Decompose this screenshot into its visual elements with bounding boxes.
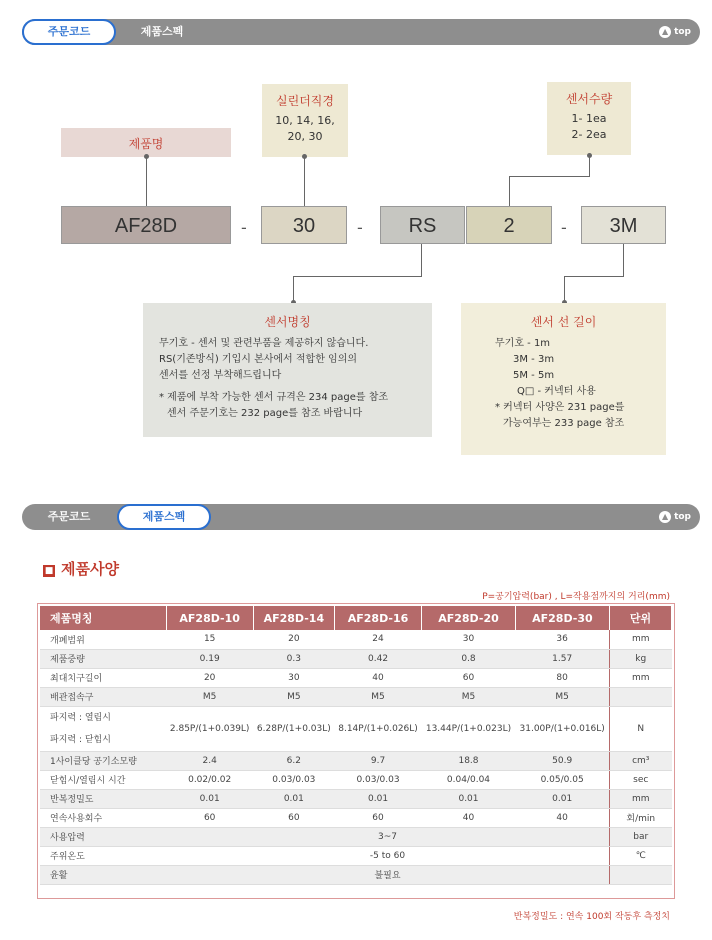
table-cell: 1.57 xyxy=(515,649,609,668)
connector-line xyxy=(293,276,294,303)
top-button[interactable]: ▲ top xyxy=(659,25,691,39)
table-cell: 60 xyxy=(422,668,516,687)
table-row xyxy=(40,827,672,846)
connector-line xyxy=(293,276,422,277)
tab-product-spec[interactable]: 제품스펙 xyxy=(117,504,211,530)
connector-dot xyxy=(302,154,307,159)
table-row xyxy=(40,751,672,770)
row-label: 최대치구길이 xyxy=(40,668,166,687)
row-label: 주위온도 xyxy=(40,846,166,865)
table-cell: 0.42 xyxy=(334,649,421,668)
connector-dot xyxy=(587,153,592,158)
sensor-name-box: 센서명칭 무기호 - 센서 및 관련부품을 제공하지 않습니다. RS(기존방식) 기입시 본사에서 적합한 임의의 센서를 선정 부착해드립니다 * 제품에 부착 가능한 센서 규격은 234 page를 참조 센서 주문기호는 232 page를 참조 바랍니다 xyxy=(143,303,432,437)
header-cell: AF28D-10 xyxy=(166,606,253,630)
table-cell: 24 xyxy=(334,630,421,649)
table-cell: 40 xyxy=(422,808,516,827)
row-label: 윤활 xyxy=(40,865,166,884)
unit-cell: mm xyxy=(610,789,672,808)
table-cell: 불필요 xyxy=(166,865,610,884)
connector-line xyxy=(146,157,147,206)
unit-cell: mm xyxy=(610,668,672,687)
connector-line xyxy=(421,244,422,276)
unit-cell: 회/min xyxy=(610,808,672,827)
header-cell: AF28D-20 xyxy=(422,606,516,630)
table-cell: 0.01 xyxy=(253,789,334,808)
header-cell: 단위 xyxy=(610,606,672,630)
table-cell: 20 xyxy=(253,630,334,649)
unit-cell: mm xyxy=(610,630,672,649)
unit-cell: sec xyxy=(610,770,672,789)
row-label: 제품중량 xyxy=(40,649,166,668)
table-cell: 2.85P/(1+0.039L) xyxy=(166,706,253,751)
row-label: 반복정밀도 xyxy=(40,789,166,808)
connector-line xyxy=(509,176,590,177)
table-cell: 40 xyxy=(334,668,421,687)
row-label: 파지력 : 열림시 파지력 : 닫힘시 xyxy=(40,706,166,751)
table-cell: 9.7 xyxy=(334,751,421,770)
table-cell: 3~7 xyxy=(166,827,610,846)
header-cell: AF28D-30 xyxy=(515,606,609,630)
code-bore: 30 xyxy=(261,206,347,244)
chevron-up-icon: ▲ xyxy=(659,511,671,523)
connector-line xyxy=(304,157,305,206)
table-cell: 0.03/0.03 xyxy=(253,770,334,789)
table-row xyxy=(40,789,672,808)
connector-line xyxy=(509,176,510,206)
table-header-row xyxy=(40,606,672,630)
unit-cell xyxy=(610,865,672,884)
table-cell: M5 xyxy=(166,687,253,706)
table-cell: 0.01 xyxy=(422,789,516,808)
header-cell: AF28D-16 xyxy=(334,606,421,630)
tab-order-code[interactable]: 주문코드 xyxy=(47,510,91,523)
table-cell: 80 xyxy=(515,668,609,687)
connector-line xyxy=(564,276,565,303)
table-cell: 0.01 xyxy=(166,789,253,808)
table-cell: 6.28P/(1+0.03L) xyxy=(253,706,334,751)
connector-line xyxy=(589,155,590,176)
table-row xyxy=(40,649,672,668)
spec-table xyxy=(40,606,672,885)
table-cell: 0.3 xyxy=(253,649,334,668)
unit-cell: bar xyxy=(610,827,672,846)
row-label: 개폐범위 xyxy=(40,630,166,649)
table-cell: 0.01 xyxy=(334,789,421,808)
row-label: 닫힘시/열림시 시간 xyxy=(40,770,166,789)
row-label: 사용압력 xyxy=(40,827,166,846)
code-sensor-type: RS xyxy=(380,206,465,244)
square-icon: ■ xyxy=(44,566,54,576)
section-title: ■ 제품사양 xyxy=(44,560,119,578)
table-row xyxy=(40,668,672,687)
dash: - xyxy=(561,218,567,237)
precision-note: 반복정밀도 : 연속 100회 작동후 측정치 xyxy=(513,912,670,922)
row-label: 연속사용회수 xyxy=(40,808,166,827)
formula-note: P=공기압력(bar) , L=작용점까지의 거리(mm) xyxy=(482,592,670,602)
table-cell: M5 xyxy=(422,687,516,706)
tab-bar-top xyxy=(22,19,700,45)
code-sensor-qty: 2 xyxy=(466,206,552,244)
spec-table-frame xyxy=(37,603,675,899)
unit-cell: ℃ xyxy=(610,846,672,865)
table-cell: 30 xyxy=(422,630,516,649)
header-cell: 제품명칭 xyxy=(40,606,166,630)
table-cell: 8.14P/(1+0.026L) xyxy=(334,706,421,751)
table-cell: M5 xyxy=(334,687,421,706)
table-row xyxy=(40,687,672,706)
top-button[interactable]: ▲ top xyxy=(659,510,691,524)
table-cell: 36 xyxy=(515,630,609,649)
table-row xyxy=(40,770,672,789)
table-row xyxy=(40,808,672,827)
dash: - xyxy=(357,218,363,237)
unit-cell: N xyxy=(610,706,672,751)
tab-order-code[interactable]: 주문코드 xyxy=(22,19,116,45)
connector-line xyxy=(623,244,624,276)
connector-line xyxy=(564,276,624,277)
table-cell: 31.00P/(1+0.016L) xyxy=(515,706,609,751)
table-cell: M5 xyxy=(515,687,609,706)
table-cell: 15 xyxy=(166,630,253,649)
table-cell: 20 xyxy=(166,668,253,687)
table-cell: 60 xyxy=(334,808,421,827)
table-cell: -5 to 60 xyxy=(166,846,610,865)
table-cell: 0.19 xyxy=(166,649,253,668)
row-label: 배관접속구 xyxy=(40,687,166,706)
product-name-label-box: 제품명 xyxy=(61,128,231,157)
header-cell: AF28D-14 xyxy=(253,606,334,630)
table-row xyxy=(40,630,672,649)
code-cable-length: 3M xyxy=(581,206,666,244)
table-cell: 0.01 xyxy=(515,789,609,808)
table-cell: 0.04/0.04 xyxy=(422,770,516,789)
table-cell: 0.8 xyxy=(422,649,516,668)
tab-product-spec[interactable]: 제품스펙 xyxy=(140,25,184,38)
table-cell: 13.44P/(1+0.023L) xyxy=(422,706,516,751)
connector-dot xyxy=(144,154,149,159)
table-cell: M5 xyxy=(253,687,334,706)
table-cell: 0.05/0.05 xyxy=(515,770,609,789)
bore-label-box: 실린더직경 10, 14, 16, 20, 30 xyxy=(262,84,348,157)
table-cell: 18.8 xyxy=(422,751,516,770)
chevron-up-icon: ▲ xyxy=(659,26,671,38)
unit-cell: cm³ xyxy=(610,751,672,770)
dash: - xyxy=(241,218,247,237)
table-cell: 30 xyxy=(253,668,334,687)
table-cell: 40 xyxy=(515,808,609,827)
table-cell: 50.9 xyxy=(515,751,609,770)
unit-cell: kg xyxy=(610,649,672,668)
sensor-qty-box: 센서수량 1- 1ea 2- 2ea xyxy=(547,82,631,155)
table-row xyxy=(40,865,672,884)
table-row xyxy=(40,706,672,751)
unit-cell xyxy=(610,687,672,706)
sensor-length-box: 센서 선 길이 무기호 - 1m 3M - 3m 5M - 5m Q□ - 커넥터 사용 * 커넥터 사양은 231 page를 가능여부는 233 page 참조 xyxy=(461,303,666,455)
table-cell: 60 xyxy=(253,808,334,827)
table-cell: 2.4 xyxy=(166,751,253,770)
tab-bar-mid xyxy=(22,504,700,530)
table-cell: 60 xyxy=(166,808,253,827)
table-row xyxy=(40,846,672,865)
table-cell: 6.2 xyxy=(253,751,334,770)
table-cell: 0.03/0.03 xyxy=(334,770,421,789)
table-cell: 0.02/0.02 xyxy=(166,770,253,789)
code-product: AF28D xyxy=(61,206,231,244)
row-label: 1사이클당 공기소모량 xyxy=(40,751,166,770)
